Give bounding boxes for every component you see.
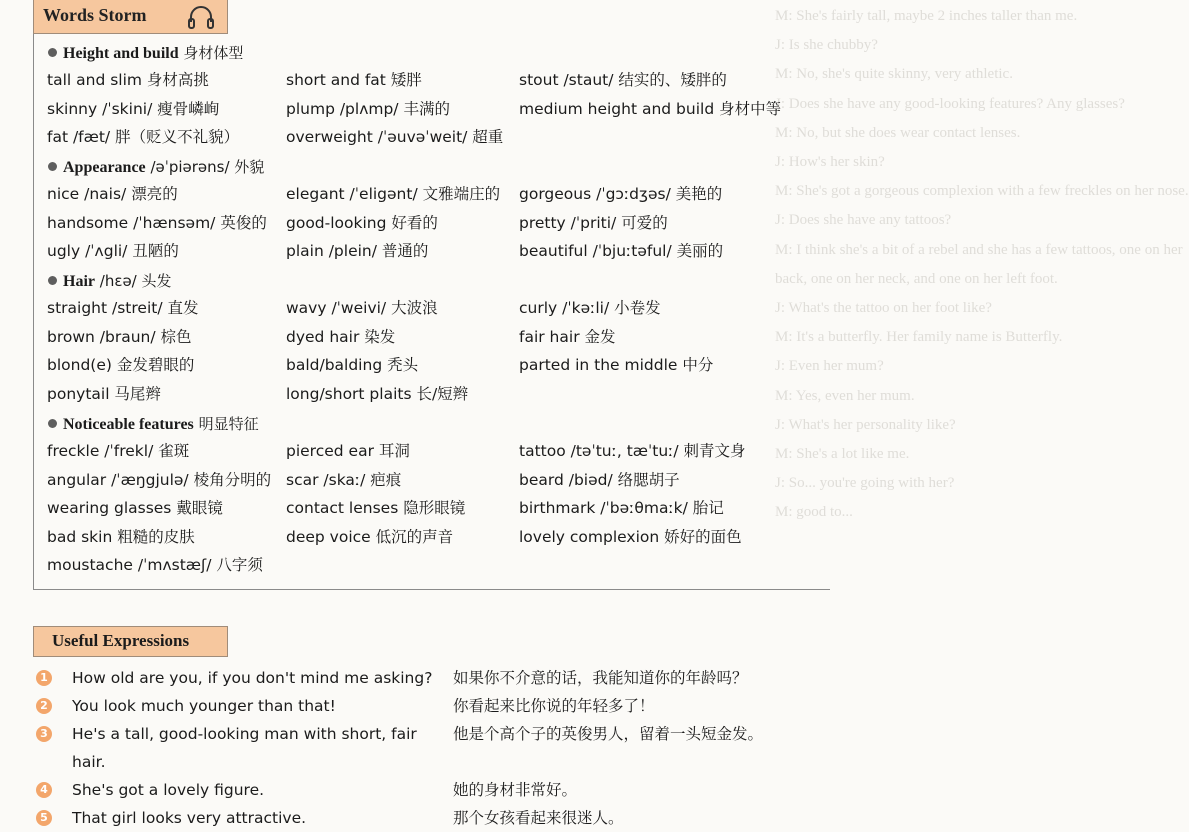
vocab-entry: handsome /ˈhænsəm/ 英俊的 [47,213,267,232]
vocab-entry: curly /ˈkəːli/ 小卷发 [519,299,661,317]
vocab-entry: ponytail 马尾辫 [47,384,161,403]
headphones-icon [187,5,215,31]
vocab-entry: fat /fæt/ 胖（贬义不礼貌） [47,128,240,146]
expression-number: 3 [36,726,52,742]
vocab-entry: skinny /ˈskini/ 瘦骨嶙峋 [47,99,220,118]
background-line: M: No, but she does wear contact lenses. [775,124,1021,141]
vocab-entry: fair hair 金发 [519,327,616,346]
section-title-en: Appearance [63,159,146,176]
useful-expressions-title: Useful Expressions [52,631,190,650]
background-line: M: She's a lot like me. [775,446,910,462]
vocab-entry: plump /plʌmp/ 丰满的 [286,99,450,118]
bullet-icon [48,276,57,285]
expression-en: He's a tall, good-looking man with short, fair hair. [72,725,417,771]
vocab-entry: long/short plaits 长/短辫 [286,384,469,403]
expression-en: She's got a lovely figure. [72,781,265,799]
vocab-entry: freckle /ˈfrekl/ 雀斑 [47,442,190,460]
background-line: J: What's her personality like? [775,416,956,433]
section-title-en: Height and build [63,45,179,62]
vocab-entry: ugly /ˈʌgli/ 丑陋的 [47,242,179,260]
background-line: M: She's got a gorgeous complexion with a few freckles on her nose. [775,183,1189,200]
expression-en: You look much younger than that! [72,697,336,715]
background-line: J: Does she have any tattoos? [775,212,952,229]
expression-en: How old are you, if you don't mind me asking? [72,669,433,687]
expression-zh: 如果你不介意的话，我能知道你的年龄吗？ [453,669,748,687]
expression-number: 5 [36,810,52,826]
vocab-entry: pretty /ˈpriti/ 可爱的 [519,213,668,232]
section-title-zh: 身材体型 [183,44,244,62]
section-title [48,155,264,179]
section-title [48,412,259,436]
vocab-entry: beard /biəd/ 络腮胡子 [519,470,680,489]
expression-number: 2 [36,698,52,714]
vocab-entry: nice /nais/ 漂亮的 [47,185,178,203]
vocab-entry: parted in the middle 中分 [519,356,714,374]
vocab-entry: pierced ear 耳洞 [286,442,410,460]
words-storm-title: Words Storm [43,5,147,25]
expression-zh: 你看起来比你说的年轻多了！ [453,697,655,715]
vocab-entry: contact lenses 隐形眼镜 [286,499,466,517]
background-line: J: What's the tattoo on her foot like? [775,300,992,316]
background-line: M: Yes, even her mum. [775,387,915,404]
vocab-entry: overweight /ˈəuvəˈweit/ 超重 [286,128,504,146]
vocab-entry: wavy /ˈweivi/ 大波浪 [286,299,438,317]
expression-zh: 她的身材非常好。 [453,781,578,799]
background-line: M: She's fairly tall, maybe 2 inches taller than me. [775,8,1078,24]
vocab-entry: tall and slim 身材高挑 [47,71,209,89]
vocab-entry: angular /ˈæŋgjulə/ 棱角分明的 [47,470,272,489]
expression-zh: 他是个高个子的英俊男人，留着一头短金发。 [453,725,764,743]
vocab-entry: bad skin 粗糙的皮肤 [47,527,195,546]
vocab-entry: stout /staut/ 结实的、矮胖的 [519,71,727,89]
background-line: J: Does she have any good-looking features? Any glasses? [775,95,1125,112]
vocab-entry: medium height and build 身材中等 [519,99,782,118]
vocab-entry: moustache /ˈmʌstæʃ/ 八字须 [47,556,263,574]
words-storm-header [33,0,228,34]
vocab-entry: short and fat 矮胖 [286,71,422,89]
background-line: J: Is she chubby? [775,37,878,54]
vocab-entry: scar /skaː/ 疤痕 [286,470,402,489]
vocab-entry: birthmark /ˈbəːθmaːk/ 胎记 [519,499,724,517]
background-line: M: It's a butterfly. Her family name is Butterfly. [775,329,1063,346]
section-title-en: Noticeable features [63,416,194,433]
vocab-entry: bald/balding 秃头 [286,356,419,374]
background-line: J: Even her mum? [775,358,884,375]
expression-en: That girl looks very attractive. [72,809,307,827]
vocab-entry: brown /braun/ 棕色 [47,327,192,346]
section-title [48,269,172,293]
bullet-icon [48,162,57,171]
expression-number: 1 [36,670,52,686]
section-title-zh: /əˈpiərəns/ 外貌 [150,158,265,176]
vocab-entry: good-looking 好看的 [286,213,438,232]
expression-number: 4 [36,782,52,798]
expression-zh: 那个女孩看起来很迷人。 [453,809,624,827]
vocab-entry: deep voice 低沉的声音 [286,527,454,546]
vocab-entry: gorgeous /ˈgɔːdʒəs/ 美艳的 [519,185,723,203]
vocab-entry: plain /plein/ 普通的 [286,242,429,260]
background-line: J: So... you're going with her? [775,475,955,492]
vocab-entry: straight /streit/ 直发 [47,299,199,317]
useful-expressions-header [33,626,228,657]
background-line: back, one on her neck, and one on her left foot. [775,270,1058,287]
section-title-zh: 明显特征 [198,415,259,433]
vocab-entry: beautiful /ˈbjuːtəful/ 美丽的 [519,242,724,260]
vocab-entry: lovely complexion 娇好的面色 [519,527,742,546]
background-line: M: good to... [775,504,853,521]
vocab-entry: elegant /ˈeligənt/ 文雅端庄的 [286,185,501,203]
vocab-entry: blond(e) 金发碧眼的 [47,356,195,374]
section-title [48,41,243,65]
section-title-en: Hair [63,273,95,290]
bullet-icon [48,48,57,57]
background-line: M: I think she's a bit of a rebel and she has a few tattoos, one on her [775,241,1183,258]
bullet-icon [48,419,57,428]
vocab-entry: wearing glasses 戴眼镜 [47,499,223,517]
vocab-entry: dyed hair 染发 [286,327,396,346]
background-line: M: No, she's quite skinny, very athletic. [775,66,1013,83]
vocab-entry: tattoo /təˈtuː, tæˈtuː/ 刺青文身 [519,442,746,460]
section-title-zh: /hɛə/ 头发 [99,272,172,290]
background-line: J: How's her skin? [775,154,885,170]
